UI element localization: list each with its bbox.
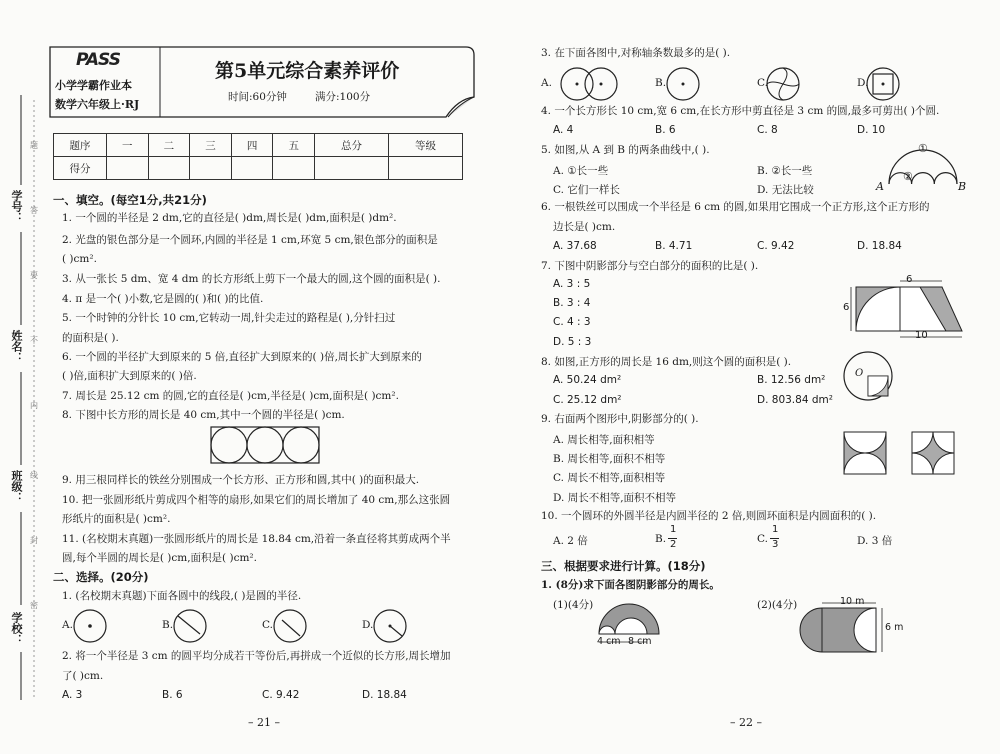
q5-option-d[interactable]: D. 无法比较 (757, 184, 814, 196)
q9-option-b[interactable]: B. 周长相等,面积不相等 (553, 453, 666, 465)
s1-q2b: ( )cm². (62, 253, 97, 265)
s2q1-option-b[interactable]: B. (162, 619, 174, 631)
q6-option-b[interactable]: B. 4.71 (655, 240, 693, 252)
s2-q2a: 2. 将一个半径是 3 cm 的圆平均分成若干等份后,再拼成一个近似的长方形,周长增加 (62, 650, 451, 662)
exam-score: 满分:100分 (315, 91, 371, 103)
r-q3: 3. 在下面各图中,对称轴条数最多的是( ). (541, 47, 731, 59)
page-number-left: – 21 – (248, 716, 280, 729)
q4-option-b[interactable]: B. 6 (655, 124, 676, 136)
three-circles-figure (210, 426, 322, 466)
q8-center-label: O (855, 368, 864, 379)
s2q2-option-d[interactable]: D. 18.84 (362, 689, 407, 701)
q7-label-left: 6 (843, 302, 850, 313)
score-cell: 一 (107, 134, 149, 157)
score-input[interactable] (190, 157, 232, 180)
q4-option-a[interactable]: A. 4 (553, 124, 574, 136)
q8-option-d[interactable]: D. 803.84 dm² (757, 394, 833, 406)
score-input[interactable] (148, 157, 190, 180)
s3q1-fig2-label-10m: 10 m (840, 596, 865, 607)
s3q1-part1-label: (1)(4分) (553, 599, 594, 611)
s1-q4: 4. π 是一个( )小数,它是圆的( )和( )的比值. (62, 293, 264, 305)
q9-option-c[interactable]: C. 周长不相等,面积相等 (553, 472, 666, 484)
score-cell: 得分 (54, 157, 107, 180)
q8-option-a[interactable]: A. 50.24 dm² (553, 374, 622, 386)
q7-option-c[interactable]: C. 4 : 3 (553, 316, 591, 328)
score-cell: 题序 (54, 134, 107, 157)
class-label: 班级： (10, 470, 23, 503)
q10-option-d[interactable]: D. 3 倍 (857, 535, 893, 547)
section-3-title: 三、根据要求进行计算。(18分) (541, 559, 706, 573)
s3q1-fig1-label-8cm: 8 cm (628, 636, 652, 647)
s3-q1: 1. (8分)求下面各图阴影部分的周长。 (541, 579, 720, 591)
s2q1-circles (60, 606, 480, 646)
student-name-label: 姓名： (10, 330, 23, 363)
s1-q9: 9. 用三根同样长的铁丝分别围成一个长方形、正方形和圆,其中( )的面积最大. (62, 474, 420, 486)
seal-char-1: 题 (30, 141, 38, 150)
section-1-title: 一、填空。(每空1分,共21分) (53, 193, 207, 207)
page-number-right: – 22 – (730, 716, 762, 729)
s3q1-fig2-label-6m: 6 m (885, 622, 904, 633)
s3q1-figure-2 (800, 604, 910, 664)
q5-option-c[interactable]: C. 它们一样长 (553, 184, 620, 196)
s2q1-option-c[interactable]: C. (262, 619, 273, 631)
score-input[interactable] (389, 157, 463, 180)
s1-q3: 3. 从一张长 5 dm、宽 4 dm 的长方形纸上剪下一个最大的圆,这个圆的面积是( ). (62, 273, 441, 285)
r-q5: 5. 如图,从 A 到 B 的两条曲线中,( ). (541, 144, 710, 156)
seal-char-5: 内 (30, 401, 38, 410)
exam-time: 时间:60分钟 (228, 91, 287, 103)
q7-option-b[interactable]: B. 3 : 4 (553, 297, 591, 309)
q10-option-b[interactable]: B. (655, 533, 667, 545)
q9-shaded-squares (840, 430, 1000, 480)
r-q8: 8. 如图,正方形的周长是 16 dm,则这个圆的面积是( ). (541, 356, 792, 368)
q7-label-top: 6 (906, 274, 913, 285)
score-cell: 五 (273, 134, 315, 157)
page-title: 第5单元综合素养评价 (215, 60, 400, 82)
score-input[interactable] (273, 157, 315, 180)
q10-option-c[interactable]: C. (757, 533, 768, 545)
score-cell: 总分 (315, 134, 389, 157)
q4-option-c[interactable]: C. 8 (757, 124, 778, 136)
q10-option-a[interactable]: A. 2 倍 (553, 535, 588, 547)
q4-option-d[interactable]: D. 10 (857, 124, 886, 136)
s1-q8: 8. 下图中长方形的周长是 40 cm,其中一个圆的半径是( )cm. (62, 409, 345, 421)
seal-char-7: 封 (30, 536, 38, 545)
q3-option-d[interactable]: D. (857, 77, 869, 89)
seal-char-8: 密 (30, 601, 38, 610)
score-input[interactable] (107, 157, 149, 180)
q5-label-b: B (958, 180, 967, 193)
s1-q10a: 10. 把一张圆形纸片剪成四个相等的扇形,如果它们的周长增加了 40 cm,那么这张圆 (62, 494, 451, 506)
q10-frac-c-num: 1 (772, 524, 779, 535)
s2q2-option-b[interactable]: B. 6 (162, 689, 183, 701)
r-q4: 4. 一个长方形长 10 cm,宽 6 cm,在长方形中剪直径是 3 cm 的圆,最多可剪出( )个圆. (541, 105, 940, 117)
score-cell: 四 (231, 134, 273, 157)
q9-option-a[interactable]: A. 周长相等,面积相等 (553, 434, 655, 446)
s2q2-option-c[interactable]: C. 9.42 (262, 689, 300, 701)
q3-figures (555, 64, 995, 104)
q7-label-bottom: 10 (915, 330, 928, 341)
q9-option-d[interactable]: D. 周长不相等,面积不相等 (553, 492, 677, 504)
q8-option-c[interactable]: C. 25.12 dm² (553, 394, 622, 406)
q3-option-c[interactable]: C. (757, 77, 768, 89)
score-cell: 三 (190, 134, 232, 157)
s2q2-option-a[interactable]: A. 3 (62, 689, 83, 701)
q6-option-d[interactable]: D. 18.84 (857, 240, 902, 252)
score-table (53, 133, 463, 180)
s1-q11a: 11. (名校期末真题)一张圆形纸片的周长是 18.84 cm,沿着一条直径将其剪成两个半 (62, 533, 451, 545)
q5-label-a: A (876, 180, 884, 193)
s1-q11b: 圆,每个半圆的周长是( )cm,面积是( )cm². (62, 552, 257, 564)
s2-q2b: 了( )cm. (62, 670, 104, 682)
q6-option-a[interactable]: A. 37.68 (553, 240, 597, 252)
s2q1-option-a[interactable]: A. (62, 619, 73, 631)
q3-option-b[interactable]: B. (655, 77, 667, 89)
q7-option-d[interactable]: D. 5 : 3 (553, 336, 592, 348)
r-q7: 7. 下图中阴影部分与空白部分的面积的比是( ). (541, 260, 759, 272)
section-2-title: 二、选择。(20分) (53, 570, 149, 584)
q3-option-a[interactable]: A. (541, 77, 552, 89)
s1-q1: 1. 一个圆的半径是 2 dm,它的直径是( )dm,周长是( )dm,面积是( )dm². (62, 212, 397, 224)
s3q1-fig1-label-4cm: 4 cm (597, 636, 621, 647)
seal-char-2: 答 (30, 206, 38, 215)
book-grade: 数学六年级上·RJ (55, 98, 140, 111)
q6-option-c[interactable]: C. 9.42 (757, 240, 795, 252)
s1-q5b: 的面积是( ). (62, 332, 119, 344)
s1-q6a: 6. 一个圆的半径扩大到原来的 5 倍,直径扩大到原来的( )倍,周长扩大到原来的 (62, 351, 422, 363)
seal-char-3: 要 (30, 271, 38, 280)
student-number-label: 学号： (10, 190, 23, 223)
score-cell: 二 (148, 134, 190, 157)
q5-label-2: ② (903, 170, 913, 183)
seal-char-6: 线 (30, 471, 38, 480)
q8-option-b[interactable]: B. 12.56 dm² (757, 374, 826, 386)
score-input[interactable] (231, 157, 273, 180)
r-q6a: 6. 一根铁丝可以围成一个半径是 6 cm 的圆,如果用它围成一个正方形,这个正方形的 (541, 201, 930, 213)
s3q1-part2-label: (2)(4分) (757, 599, 798, 611)
q5-label-1: ① (918, 142, 928, 155)
school-label: 学校： (10, 612, 23, 645)
q10-frac-b-num: 1 (670, 524, 677, 535)
s1-q10b: 形纸片的面积是( )cm². (62, 513, 171, 525)
s1-q7: 7. 周长是 25.12 cm 的圆,它的直径是( )cm,半径是( )cm,面积是( )cm². (62, 390, 399, 402)
q7-shaded-figure (850, 285, 970, 345)
score-input[interactable] (315, 157, 389, 180)
r-q10: 10. 一个圆环的外圆半径是内圆半径的 2 倍,则圆环面积是内圆面积的( ). (541, 510, 877, 522)
q7-option-a[interactable]: A. 3 : 5 (553, 278, 591, 290)
seal-char-4: 不 (30, 336, 38, 345)
q5-option-b[interactable]: B. ②长一些 (757, 165, 813, 177)
s1-q5a: 5. 一个时钟的分针长 10 cm,它转动一周,针尖走过的路程是( ),分针扫过 (62, 312, 396, 324)
r-q9: 9. 右面两个图形中,阴影部分的( ). (541, 413, 699, 425)
q10-frac-c-den: 3 (772, 539, 779, 550)
s1-q2a: 2. 光盘的银色部分是一个圆环,内圆的半径是 1 cm,环宽 5 cm,银色部分的面积是 (62, 234, 438, 246)
q10-frac-b-den: 2 (670, 539, 677, 550)
margin-lines (0, 0, 40, 754)
book-title: 小学学霸作业本 (55, 79, 132, 92)
s1-q6b: ( )倍,面积扩大到原来的( )倍. (62, 370, 197, 382)
q8-circle-square-figure (842, 350, 902, 410)
q5-option-a[interactable]: A. ①长一些 (553, 165, 609, 177)
score-cell: 等级 (389, 134, 463, 157)
s2q1-option-d[interactable]: D. (362, 619, 374, 631)
pass-logo: PASS (76, 50, 120, 70)
r-q6b: 边长是( )cm. (553, 221, 616, 233)
s2-q1: 1. (名校期末真题)下面各圆中的线段,( )是圆的半径. (62, 590, 302, 602)
